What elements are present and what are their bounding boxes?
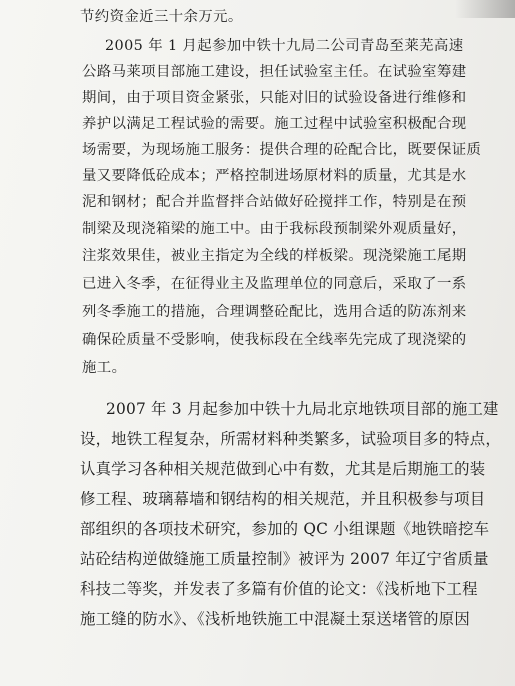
text-line: 量又要降低砼成本；严格控制进场原材料的质量，尤其是水 <box>82 168 467 184</box>
text-line: 设，地铁工程复杂，所需材料种类繁多，试验项目多的特点， <box>80 430 501 448</box>
text-line: 2005 年 1 月起参加中铁十九局二公司青岛至莱芜高速 <box>105 38 464 54</box>
text-line: 修工程、玻璃幕墙和钢结构的相关规范，并且积极参与项目 <box>80 490 486 508</box>
text-line: 确保砼质量不受影响，使我标段在全线率先完成了现浇梁的 <box>82 332 467 348</box>
text-line: 施工。 <box>82 360 127 376</box>
text-line: 列冬季施工的措施，合理调整砼配比，选用合适的防冻剂来 <box>82 304 467 320</box>
text-line: 泥和钢材；配合并监督拌合站做好砼搅拌工作，特别是在预 <box>82 194 467 210</box>
text-line: 2007 年 3 月起参加中铁十九局北京地铁项目部的施工建 <box>106 400 499 418</box>
text-line: 公路马莱项目部施工建设，担任试验室主任。在试验室筹建 <box>82 64 467 80</box>
text-line: 制梁及现浇箱梁的施工中。由于我标段预制梁外观质量好， <box>82 221 467 237</box>
page-edge-shadow <box>455 0 515 18</box>
text-line: 场需要，为现场施工服务：提供合理的砼配合比，既要保证质 <box>82 142 482 158</box>
text-line: 施工缝的防水》、《浅析地铁施工中混凝土泵送堵管的原因 <box>80 610 470 628</box>
text-line: 养护以满足工程试验的需要。施工过程中试验室积极配合现 <box>82 116 467 132</box>
text-line: 科技二等奖，并发表了多篇有价值的论文：《浅析地下工程 <box>80 580 478 598</box>
text-line: 注浆效果佳，被业主指定为全线的样板梁。现浇梁施工尾期 <box>82 248 467 264</box>
text-line: 认真学习各种相关规范做到心中有数，尤其是后期施工的装 <box>80 460 486 478</box>
text-line: 节约资金近三十余万元。 <box>80 9 243 25</box>
text-line: 站砼结构逆做缝施工质量控制》被评为 2007 年辽宁省质量 <box>80 550 489 568</box>
text-line: 已进入冬季，在征得业主及监理单位的同意后，采取了一系 <box>82 276 467 292</box>
text-line: 期间，由于项目资金紧张，只能对旧的试验设备进行维修和 <box>82 90 467 106</box>
text-line: 部组织的各项技术研究，参加的 QC 小组课题《地铁暗挖车 <box>80 520 490 538</box>
